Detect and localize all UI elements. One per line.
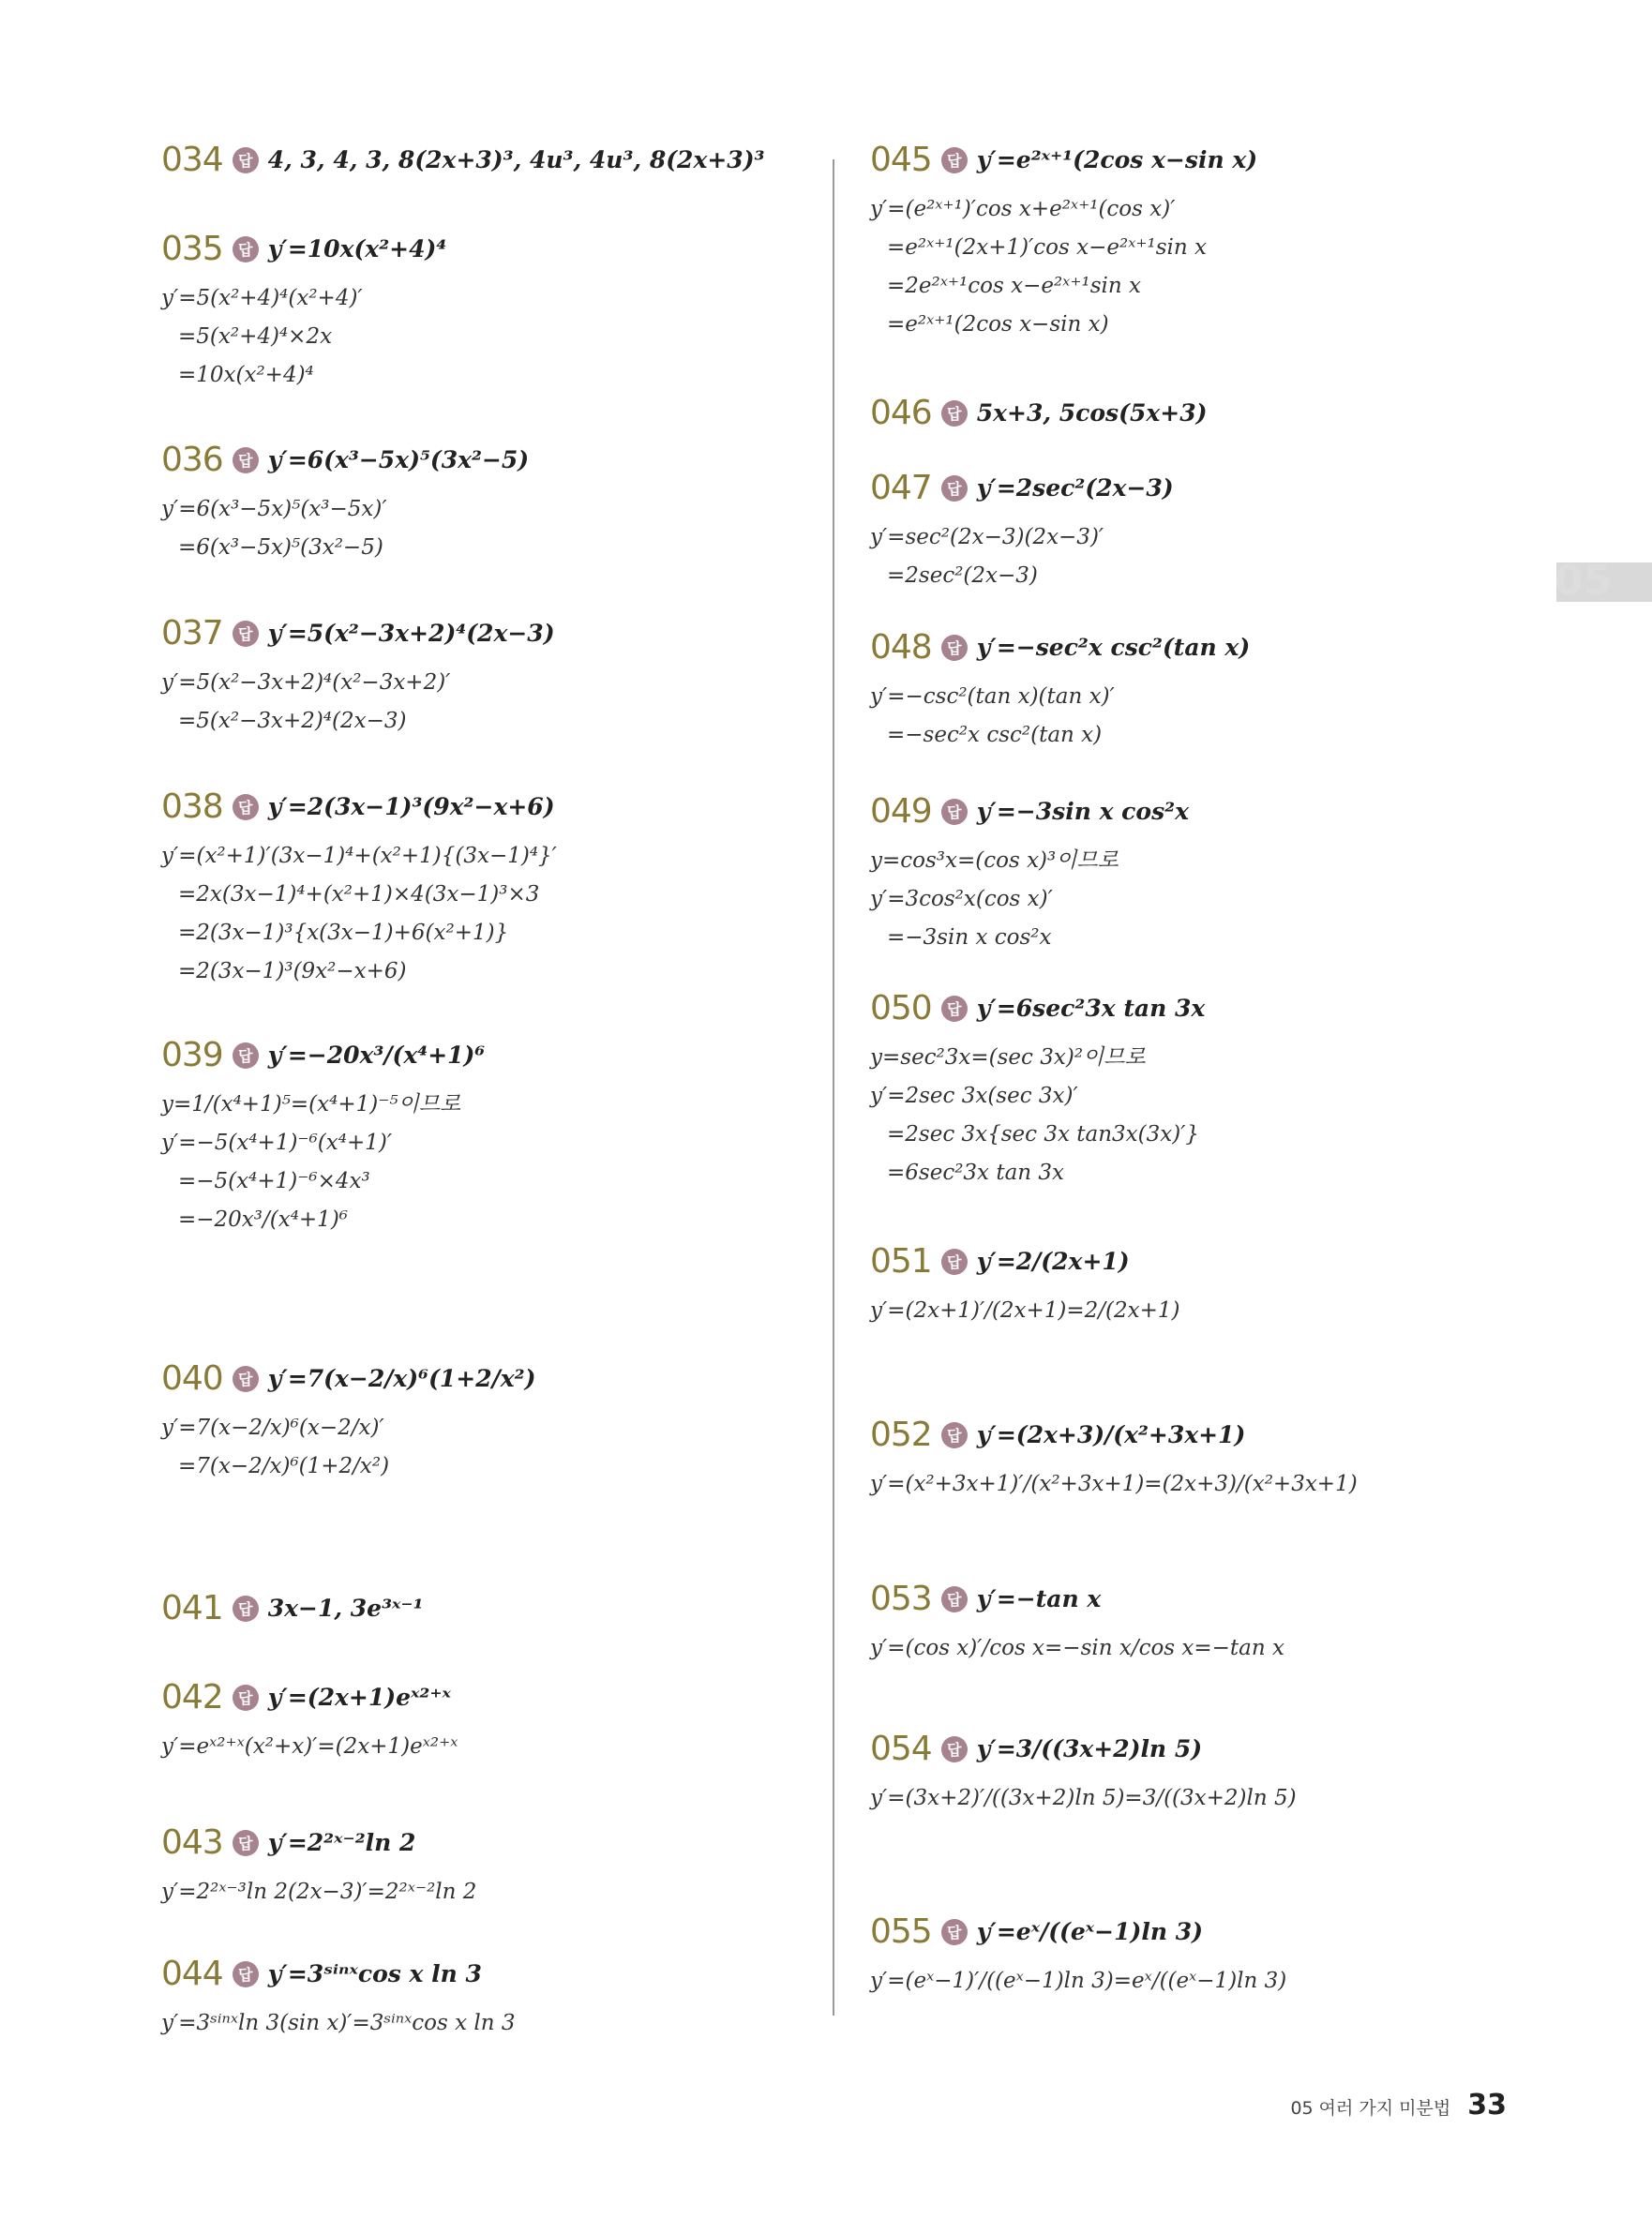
problem-header: [161, 230, 855, 268]
answer-badge-icon: 답: [941, 1919, 968, 1945]
problem-number: 039: [161, 1036, 223, 1074]
answer-text: y′=(2x+3)/(x²+3x+1): [976, 1421, 1246, 1448]
problem-044: [161, 1955, 855, 2043]
problem-046: [870, 394, 1564, 432]
problem-number: 054: [870, 1730, 932, 1768]
solution-line: y′=(eˣ−1)′/((eˣ−1)ln 3)=eˣ/((eˣ−1)ln 3): [870, 1969, 1287, 1993]
solution-line: =−5(x⁴+1)⁻⁶×4x³: [178, 1169, 370, 1193]
solution-line: =−sec²x csc²(tan x): [887, 723, 1103, 747]
solution-line: y=cos³x=(cos x)³이므로: [870, 848, 1119, 873]
problem-number: 035: [161, 230, 223, 268]
problem-number: 041: [161, 1589, 223, 1627]
problem-header: [870, 1912, 1564, 1951]
solution-line: =7(x−2/x)⁶(1+2/x²): [178, 1454, 390, 1478]
answer-text: y′=10x(x²+4)⁴: [267, 235, 447, 262]
answer-text: 4, 3, 4, 3, 8(2x+3)³, 4u³, 4u³, 8(2x+3)³: [267, 146, 765, 173]
answer-badge-icon: 답: [233, 236, 259, 262]
solution-lines: [870, 678, 1564, 755]
problem-header: [870, 141, 1564, 179]
solution-line: y′=2sec 3x(sec 3x)′: [870, 1084, 1078, 1108]
answer-badge-icon: 답: [233, 1042, 259, 1069]
problem-header: [161, 614, 855, 652]
answer-badge-icon: 답: [233, 794, 259, 820]
problem-041: [161, 1589, 855, 1627]
problem-header: [870, 628, 1564, 667]
problem-number: 053: [870, 1580, 932, 1618]
problem-header: [870, 1416, 1564, 1454]
answer-text: y′=6(x³−5x)⁵(3x²−5): [267, 446, 530, 473]
solution-line: y′=−5(x⁴+1)⁻⁶(x⁴+1)′: [161, 1131, 393, 1155]
problem-header: [161, 1359, 855, 1398]
answer-text: y′=6sec²3x tan 3x: [976, 995, 1206, 1022]
solution-lines: [161, 2004, 855, 2043]
answer-text: y′=2²ˣ⁻²ln 2: [267, 1829, 416, 1856]
answer-badge-icon: 답: [941, 400, 968, 427]
problem-049: [870, 792, 1564, 957]
answer-text: 5x+3, 5cos(5x+3): [976, 399, 1208, 427]
solution-line: =2(3x−1)³{x(3x−1)+6(x²+1)}: [178, 921, 509, 945]
column-divider: [833, 159, 834, 2016]
problem-number: 052: [870, 1416, 932, 1454]
problem-051: [870, 1242, 1564, 1330]
solution-line: =6sec²3x tan 3x: [887, 1161, 1065, 1185]
answer-badge-icon: 답: [233, 1830, 259, 1856]
solution-line: y′=5(x²+4)⁴(x²+4)′: [161, 286, 363, 310]
answer-text: y′=−sec²x csc²(tan x): [976, 634, 1251, 661]
problem-035: [161, 230, 855, 395]
solution-lines: [161, 1086, 855, 1239]
answer-badge-icon: 답: [941, 1422, 968, 1448]
problem-039: [161, 1036, 855, 1239]
problem-number: 046: [870, 394, 932, 432]
solution-line: =5(x²+4)⁴×2x: [178, 324, 333, 349]
page-number: 33: [1467, 2089, 1507, 2122]
answer-badge-icon: 답: [233, 1366, 259, 1392]
solution-lines: [161, 1728, 855, 1766]
solution-line: y′=(e²ˣ⁺¹)′cos x+e²ˣ⁺¹(cos x)′: [870, 197, 1176, 221]
answer-badge-icon: 답: [233, 447, 259, 473]
problem-header: [870, 469, 1564, 507]
solution-line: y′=2²ˣ⁻³ln 2(2x−3)′=2²ˣ⁻²ln 2: [161, 1880, 477, 1904]
problem-header: [870, 1242, 1564, 1281]
problem-number: 044: [161, 1955, 223, 1993]
problem-header: [870, 1580, 1564, 1618]
solution-line: y′=6(x³−5x)⁵(x³−5x)′: [161, 497, 387, 521]
problem-048: [870, 628, 1564, 755]
solution-lines: [870, 518, 1564, 595]
problem-header: [161, 787, 855, 826]
answer-badge-icon: 답: [941, 635, 968, 661]
solution-line: y′=(x²+1)′(3x−1)⁴+(x²+1){(3x−1)⁴}′: [161, 844, 557, 868]
solution-line: y=sec²3x=(sec 3x)²이므로: [870, 1045, 1146, 1070]
page-footer: [1290, 2089, 1507, 2122]
solution-line: =5(x²−3x+2)⁴(2x−3): [178, 709, 407, 733]
problem-header: [161, 441, 855, 479]
solution-lines: [161, 490, 855, 567]
problem-header: [161, 1036, 855, 1074]
solution-lines: [161, 837, 855, 991]
answer-badge-icon: 답: [233, 1685, 259, 1711]
answer-text: y′=3ˢⁱⁿˣcos x ln 3: [267, 1960, 482, 1987]
solution-line: =2sec²(2x−3): [887, 563, 1038, 588]
answer-text: 3x−1, 3e³ˣ⁻¹: [267, 1595, 424, 1622]
problem-number: 048: [870, 628, 932, 667]
solution-line: y′=3cos²x(cos x)′: [870, 887, 1053, 911]
problem-header: [161, 1678, 855, 1717]
answer-badge-icon: 답: [233, 147, 259, 173]
problem-header: [870, 989, 1564, 1027]
solution-line: =6(x³−5x)⁵(3x²−5): [178, 535, 383, 560]
answer-badge-icon: 답: [233, 1596, 259, 1622]
problem-number: 043: [161, 1823, 223, 1862]
solution-line: y′=(2x+1)′/(2x+1)=2/(2x+1): [870, 1298, 1180, 1323]
answer-badge-icon: 답: [233, 1961, 259, 1987]
problem-054: [870, 1730, 1564, 1818]
problem-number: 038: [161, 787, 223, 826]
solution-line: =e²ˣ⁺¹(2cos x−sin x): [887, 312, 1109, 337]
answer-text: y′=−tan x: [976, 1585, 1102, 1612]
problem-header: [870, 394, 1564, 432]
solution-line: =2(3x−1)³(9x²−x+6): [178, 959, 407, 983]
problem-number: 049: [870, 792, 932, 831]
solution-line: y′=eˣ²⁺ˣ(x²+x)′=(2x+1)eˣ²⁺ˣ: [161, 1734, 458, 1759]
answer-badge-icon: 답: [941, 475, 968, 502]
answer-text: y′=(2x+1)eˣ²⁺ˣ: [267, 1684, 451, 1711]
problem-053: [870, 1580, 1564, 1668]
chapter-side-number: 05: [1554, 557, 1613, 605]
problem-number: 037: [161, 614, 223, 652]
solution-lines: [870, 1779, 1564, 1818]
answer-text: y′=2sec²(2x−3): [976, 474, 1174, 502]
chapter-title: 05 여러 가지 미분법: [1290, 2098, 1451, 2119]
solution-line: y′=sec²(2x−3)(2x−3)′: [870, 525, 1104, 549]
solution-line: =−20x³/(x⁴+1)⁶: [178, 1207, 349, 1232]
problem-header: [161, 1589, 855, 1627]
solution-lines: [161, 1409, 855, 1486]
solution-lines: [870, 842, 1564, 957]
problem-header: [161, 1955, 855, 1993]
solution-line: y′=(x²+3x+1)′/(x²+3x+1)=(2x+3)/(x²+3x+1): [870, 1472, 1358, 1496]
problem-040: [161, 1359, 855, 1486]
problem-038: [161, 787, 855, 991]
problem-header: [161, 141, 855, 179]
answer-badge-icon: 답: [941, 147, 968, 173]
solution-lines: [870, 1962, 1564, 2001]
problem-number: 034: [161, 141, 223, 179]
problem-header: [870, 1730, 1564, 1768]
problem-number: 036: [161, 441, 223, 479]
answer-badge-icon: 답: [941, 1736, 968, 1762]
solution-line: =−3sin x cos²x: [887, 925, 1052, 950]
solution-lines: [161, 664, 855, 741]
problem-number: 040: [161, 1359, 223, 1398]
solution-lines: [870, 1039, 1564, 1192]
answer-text: y′=−3sin x cos²x: [976, 798, 1190, 825]
solution-line: =10x(x²+4)⁴: [178, 363, 314, 387]
answer-text: y′=3/((3x+2)ln 5): [976, 1735, 1203, 1762]
answer-badge-icon: 답: [233, 621, 259, 647]
answer-badge-icon: 답: [941, 996, 968, 1022]
answer-text: y′=2/(2x+1): [976, 1248, 1130, 1275]
solution-line: y′=−csc²(tan x)(tan x)′: [870, 684, 1115, 709]
solution-line: y′=5(x²−3x+2)⁴(x²−3x+2)′: [161, 670, 451, 695]
problem-034: [161, 141, 855, 179]
problem-037: [161, 614, 855, 741]
solution-lines: [870, 1465, 1564, 1504]
problem-number: 042: [161, 1678, 223, 1717]
problem-number: 047: [870, 469, 932, 507]
solution-line: y=1/(x⁴+1)⁵=(x⁴+1)⁻⁵이므로: [161, 1092, 461, 1117]
solution-line: =2e²ˣ⁺¹cos x−e²ˣ⁺¹sin x: [887, 274, 1141, 298]
solution-lines: [870, 1629, 1564, 1668]
problem-045: [870, 141, 1564, 344]
problem-047: [870, 469, 1564, 595]
problem-055: [870, 1912, 1564, 2001]
problem-number: 045: [870, 141, 932, 179]
problem-number: 050: [870, 989, 932, 1027]
solution-line: =2x(3x−1)⁴+(x²+1)×4(3x−1)³×3: [178, 882, 540, 907]
solution-line: y′=(cos x)′/cos x=−sin x/cos x=−tan x: [870, 1636, 1284, 1660]
problem-052: [870, 1416, 1564, 1504]
solution-lines: [161, 279, 855, 395]
problem-header: [161, 1823, 855, 1862]
answer-text: y′=−20x³/(x⁴+1)⁶: [267, 1042, 486, 1069]
answer-text: y′=2(3x−1)³(9x²−x+6): [267, 793, 555, 820]
solution-line: =2sec 3x{sec 3x tan3x(3x)′}: [887, 1122, 1200, 1147]
solution-lines: [161, 1873, 855, 1912]
solution-line: =e²ˣ⁺¹(2x+1)′cos x−e²ˣ⁺¹sin x: [887, 235, 1208, 260]
answer-text: y′=eˣ/((eˣ−1)ln 3): [976, 1918, 1203, 1945]
solution-lines: [870, 1292, 1564, 1330]
answer-badge-icon: 답: [941, 1249, 968, 1275]
solution-line: y′=7(x−2/x)⁶(x−2/x)′: [161, 1416, 384, 1440]
problem-050: [870, 989, 1564, 1192]
problem-036: [161, 441, 855, 567]
answer-text: y′=5(x²−3x+2)⁴(2x−3): [267, 620, 555, 647]
answer-text: y′=7(x−2/x)⁶(1+2/x²): [267, 1365, 536, 1392]
solution-line: y′=3ˢⁱⁿˣln 3(sin x)′=3ˢⁱⁿˣcos x ln 3: [161, 2011, 516, 2035]
problem-number: 051: [870, 1242, 932, 1281]
answer-badge-icon: 답: [941, 799, 968, 825]
problem-042: [161, 1678, 855, 1766]
solution-line: y′=(3x+2)′/((3x+2)ln 5)=3/((3x+2)ln 5): [870, 1786, 1297, 1810]
solution-lines: [870, 190, 1564, 344]
problem-number: 055: [870, 1912, 932, 1951]
problem-header: [870, 792, 1564, 831]
answer-text: y′=e²ˣ⁺¹(2cos x−sin x): [976, 146, 1258, 173]
answer-badge-icon: 답: [941, 1586, 968, 1612]
problem-043: [161, 1823, 855, 1912]
